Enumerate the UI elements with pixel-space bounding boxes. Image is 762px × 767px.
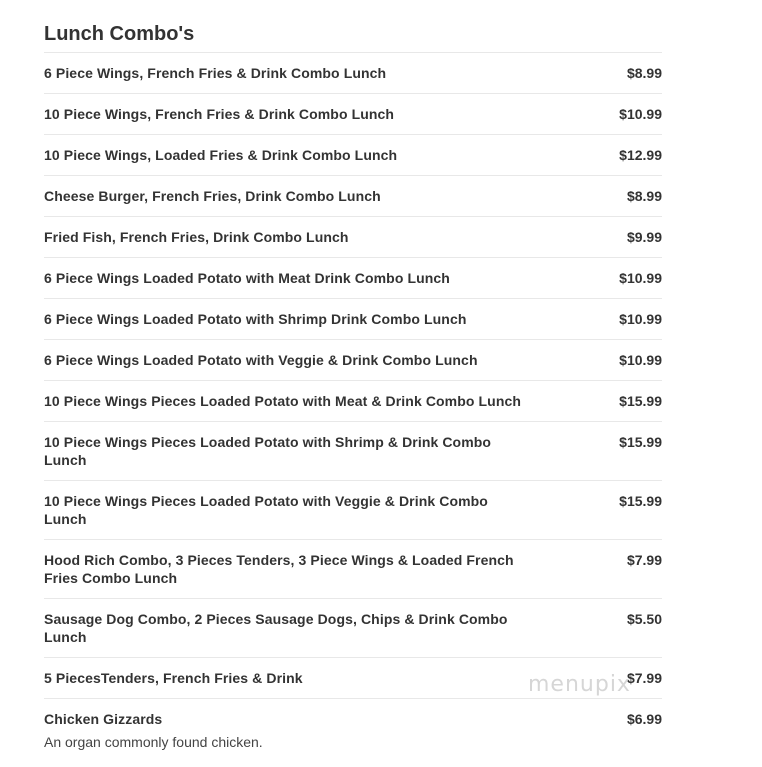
section-title: Lunch Combo's (44, 23, 195, 45)
menupix-watermark: menupix (528, 672, 631, 697)
menu-item[interactable] (44, 258, 662, 299)
item-name: Cheese Burger, French Fries, Drink Combo Lunch (44, 188, 381, 204)
item-price: $8.99 (626, 188, 662, 204)
menu-item[interactable] (44, 53, 662, 94)
item-name: Chicken Gizzards (44, 711, 163, 727)
menu-item[interactable] (44, 422, 662, 481)
item-price: $10.99 (619, 106, 662, 122)
item-name: 6 Piece Wings Loaded Potato with Meat Drink Combo Lunch (44, 270, 450, 286)
item-name: Sausage Dog Combo, 2 Pieces Sausage Dogs, Chips & Drink Combo Lunch (44, 611, 508, 645)
menu-item[interactable] (44, 299, 662, 340)
item-name: 6 Piece Wings Loaded Potato with Veggie & Drink Combo Lunch (44, 352, 478, 368)
item-name: 6 Piece Wings Loaded Potato with Shrimp Drink Combo Lunch (44, 311, 467, 327)
item-price: $10.99 (619, 270, 662, 286)
menu-item[interactable] (44, 699, 662, 762)
item-name: 6 Piece Wings, French Fries & Drink Combo Lunch (44, 65, 387, 81)
item-price: $7.99 (626, 670, 662, 686)
item-description: An organ commonly found chicken. (44, 734, 263, 750)
menu-item[interactable] (44, 94, 662, 135)
menu-item[interactable] (44, 340, 662, 381)
menu-item[interactable] (44, 381, 662, 422)
item-name: 10 Piece Wings, French Fries & Drink Combo Lunch (44, 106, 395, 122)
menu-item[interactable] (44, 217, 662, 258)
item-price: $15.99 (619, 434, 662, 450)
item-name: Hood Rich Combo, 3 Pieces Tenders, 3 Piece Wings & Loaded French Fries Combo Lunch (44, 552, 514, 586)
item-price: $8.99 (626, 65, 662, 81)
item-name: 10 Piece Wings Pieces Loaded Potato with Shrimp & Drink Combo Lunch (44, 434, 492, 468)
item-price: $15.99 (619, 493, 662, 509)
item-price: $9.99 (626, 229, 662, 245)
menu-item[interactable] (44, 599, 662, 658)
item-name: 10 Piece Wings, Loaded Fries & Drink Combo Lunch (44, 147, 398, 163)
item-price: $5.50 (626, 611, 662, 627)
item-name: 10 Piece Wings Pieces Loaded Potato with Meat & Drink Combo Lunch (44, 393, 522, 409)
item-price: $6.99 (626, 711, 662, 727)
menu-item[interactable] (44, 481, 662, 540)
menu-item-list (44, 52, 662, 762)
menu-section (44, 20, 662, 762)
menu-item[interactable] (44, 135, 662, 176)
item-price: $10.99 (619, 352, 662, 368)
item-price: $15.99 (619, 393, 662, 409)
item-name: 5 PiecesTenders, French Fries & Drink (44, 670, 303, 686)
item-price: $10.99 (619, 311, 662, 327)
item-name: Fried Fish, French Fries, Drink Combo Lunch (44, 229, 349, 245)
menu-item[interactable] (44, 176, 662, 217)
item-price: $7.99 (626, 552, 662, 568)
item-price: $12.99 (619, 147, 662, 163)
menu-item[interactable] (44, 540, 662, 599)
item-name: 10 Piece Wings Pieces Loaded Potato with Veggie & Drink Combo Lunch (44, 493, 488, 527)
